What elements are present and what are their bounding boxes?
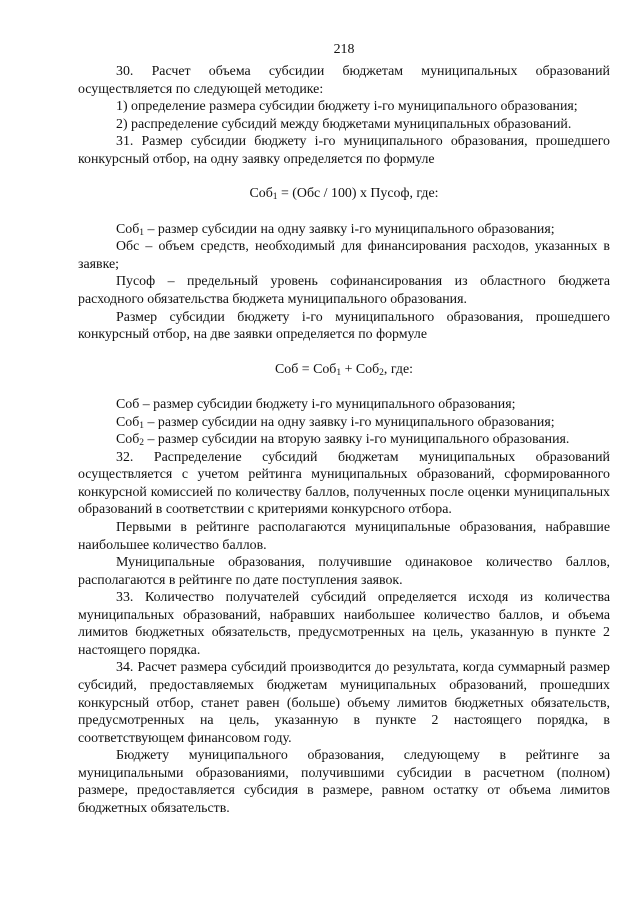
formula-two-applications: Соб = Соб$_1$ + Соб$_2$, где: [275, 361, 413, 378]
formula1-lhs-subscript: 1 [272, 192, 278, 203]
paragraph-32: 32. Распределение субсидий бюджетам муниципальных образований осуществляется с учетом рейтинга муниципальных образований, сформированного конкурсной комиссией по количеству баллов, полученных после оценки муниципальных образований в соответствии с критериями конкурсного отбора. [78, 449, 610, 518]
definition-sob2: Соб$_2$ – размер субсидии на вторую заявку i-го муниципального образования. [116, 432, 570, 449]
definition-obs: Обс – объем средств, необходимый для финансирования расходов, указанных в заявке; [78, 239, 610, 272]
paragraph-two-applications: Размер субсидии бюджету i-го муниципального образования, прошедшего конкурсный отбор, на две заявки определяется по формуле [78, 309, 610, 343]
paragraph-31: 31. Размер субсидии бюджету i-го муниципального образования, прошедшего конкурсный отбор, на одну заявку определяется по формуле [78, 134, 610, 167]
formula1-rhs: = (Обс / 100) х Пусоф, где: [277, 186, 439, 202]
definition-sob1-second: Соб$_1$ – размер субсидии на одну заявку i-го муниципального образования; [116, 414, 555, 431]
paragraph-30-item-1: 1) определение размера субсидии бюджету i-го муниципального образования; [116, 99, 578, 115]
definition-sob1: Соб$_1$ – размер субсидии на одну заявку i-го муниципального образования; [116, 221, 555, 238]
formula-one-application [78, 185, 610, 203]
paragraph-33: 33. Количество получателей субсидий определяется исходя из количества муниципальных образований, набравших наибольшее количество баллов, и объема лимитов бюджетных обязательств, предусмотренных на цель, указанную в пункте 2 настоящего порядка. [78, 590, 610, 658]
document-body [78, 63, 610, 817]
paragraph-30-item-2: 2) распределение субсидий между бюджетами муниципальных образований. [116, 116, 572, 132]
paragraph-30: 30. Расчет объема субсидии бюджетам муниципальных образований осуществляется по следующей методике: [78, 64, 610, 97]
paragraph-32-rating-equal: Муниципальные образования, получившие одинаковое количество баллов, располагаются в рейтинге по дате поступления заявок. [78, 555, 610, 588]
definition-pusof: Пусоф – предельный уровень софинансирования из областного бюджета расходного обязательства бюджета муниципального образования. [78, 274, 610, 308]
paragraph-34-remainder: Бюджету муниципального образования, следующему в рейтинге за муниципальными образованиями, получившими субсидии в расчетном (полном) размере, предоставляется субсидия в размере, равном остатку от объема лимитов бюджетных обязательств. [78, 748, 610, 816]
formula1-lhs: Соб [249, 186, 273, 202]
paragraph-34: 34. Расчет размера субсидий производится до результата, когда суммарный размер субсидий, предоставляемых бюджетам муниципальных образований, прошедших конкурсный отбор, станет равен (больше) объему лимитов бюджетных обязательств, предусмотренных на цель, указанную в пункте 2 настоящего порядка, в соответствующем финансовом году. [78, 660, 610, 746]
page-number: 218 [333, 42, 355, 57]
paragraph-32-rating-first: Первыми в рейтинге располагаются муниципальные образования, набравшие наибольшее количество баллов. [78, 520, 610, 553]
definition-sob: Соб – размер субсидии бюджету i-го муниципального образования; [116, 397, 516, 413]
